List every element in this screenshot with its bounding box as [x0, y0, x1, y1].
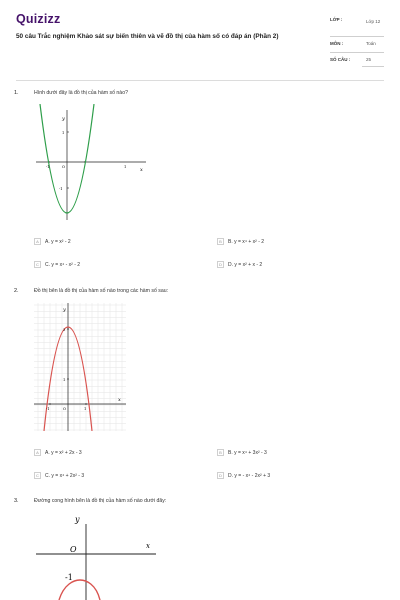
- q1-option-c[interactable]: [34, 261, 80, 268]
- q2-option-a[interactable]: [34, 449, 82, 456]
- option-text: B. y = x⁴ + 3x² - 3: [228, 449, 267, 456]
- header-divider: [16, 80, 384, 81]
- count-value: 25: [366, 57, 372, 62]
- class-value: Lớp 12: [366, 19, 381, 24]
- q2-origin-label: O: [63, 407, 66, 411]
- subject-value: Toán: [366, 41, 376, 46]
- option-text: C. y = x⁴ + 2x² - 3: [45, 472, 85, 479]
- q2-text: Đồ thị bên là đồ thị của hàm số nào trong các hàm số sau:: [34, 288, 169, 294]
- option-letter-box: C: [34, 261, 41, 268]
- option-letter-box: D: [217, 472, 224, 479]
- q1-option-a[interactable]: [34, 238, 71, 245]
- q2-grid: [34, 303, 126, 431]
- q2-y-label: y: [63, 307, 66, 313]
- brand-logo: Quizizz: [16, 12, 61, 26]
- q3-x-label: x: [146, 542, 150, 550]
- q1-option-d[interactable]: [217, 261, 262, 268]
- option-letter-box: B: [217, 449, 224, 456]
- option-text: D. y = - x⁴ - 2x² + 3: [228, 472, 271, 479]
- option-letter-box: C: [34, 472, 41, 479]
- option-text: B. y = x⁴ + x² - 2: [228, 238, 265, 245]
- class-divider: [330, 36, 384, 37]
- q1-graph: [34, 104, 150, 222]
- q3-yneg1-label: -1: [65, 573, 73, 582]
- q3-curve: [59, 580, 100, 600]
- q1-yneg1-label: -1: [59, 187, 63, 191]
- option-text: A. y = x² - 2: [45, 238, 71, 245]
- option-letter-box: A: [34, 238, 41, 245]
- option-text: C. y = x⁴ - x² - 2: [45, 261, 81, 268]
- q1-y1-label: 1: [62, 131, 65, 135]
- class-label: LỚP :: [330, 17, 343, 22]
- q2-x1-label: 1: [84, 407, 87, 411]
- q3-origin-label: O: [70, 545, 77, 554]
- count-divider: [362, 66, 384, 67]
- q3-number: 3.: [14, 498, 19, 504]
- option-letter-box: D: [217, 261, 224, 268]
- q1-x1-label: 1: [124, 165, 127, 169]
- q2-number: 2.: [14, 288, 19, 294]
- q2-option-d[interactable]: [217, 472, 270, 479]
- q2-option-c[interactable]: [34, 472, 84, 479]
- q2-xneg1-label: -1: [46, 407, 50, 411]
- q1-text: Hình dưới đây là đồ thị của hàm số nào?: [34, 90, 128, 96]
- q2-y3-label: 3: [63, 328, 66, 332]
- q1-number: 1.: [14, 90, 19, 96]
- q2-x-label: x: [118, 397, 121, 403]
- q2-option-b[interactable]: [217, 449, 267, 456]
- q3-y-label: y: [75, 515, 80, 524]
- q1-xneg1-label: -1: [46, 165, 50, 169]
- count-label: SỐ CÂU :: [330, 57, 351, 62]
- q2-graph: [34, 303, 126, 431]
- subject-divider: [330, 52, 384, 53]
- q1-x-label: x: [140, 167, 143, 173]
- option-text: D. y = x² + x - 2: [228, 261, 263, 268]
- page-title: 50 câu Trắc nghiệm Khảo sát sự biến thiên và vẽ đồ thị của hàm số có đáp án (Phần 2): [16, 33, 279, 40]
- q1-origin-label: O: [62, 165, 65, 169]
- q1-y-label: y: [62, 116, 65, 122]
- q2-y1-label: 1: [63, 378, 66, 382]
- q3-text: Đường cong hình bên là đồ thị của hàm số nào dưới đây:: [34, 498, 167, 504]
- option-letter-box: B: [217, 238, 224, 245]
- q3-graph: [34, 512, 164, 600]
- q1-option-b[interactable]: [217, 238, 264, 245]
- option-text: A. y = x² + 2x - 3: [45, 449, 82, 456]
- subject-label: MÔN :: [330, 41, 344, 46]
- option-letter-box: A: [34, 449, 41, 456]
